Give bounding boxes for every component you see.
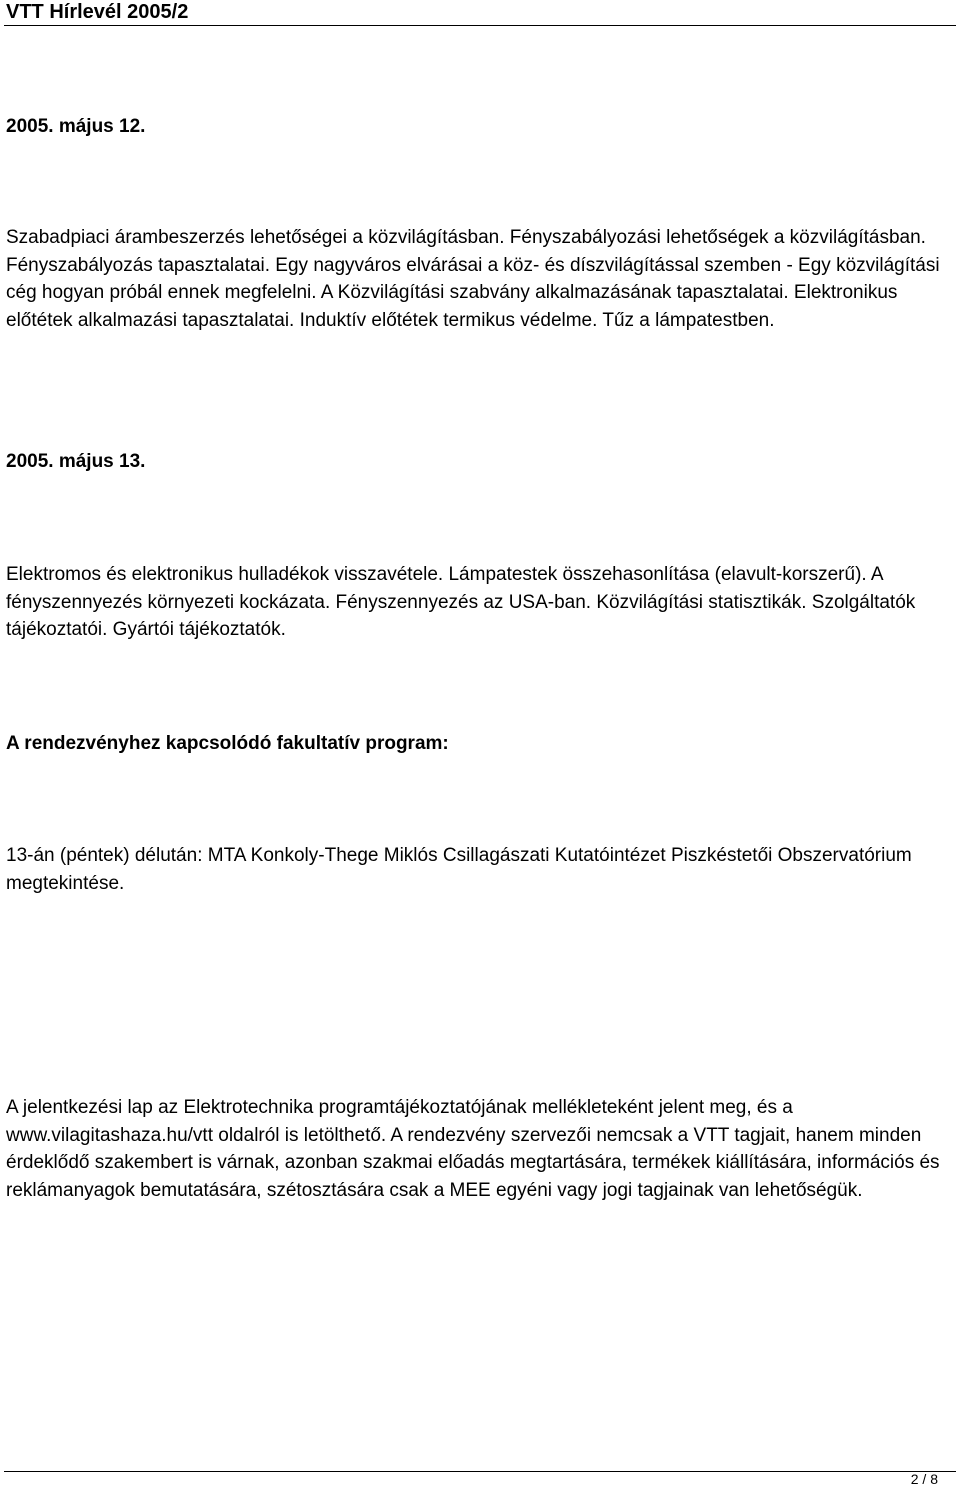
page-number: 2 / 8 [910,1471,938,1487]
optional-program-heading: A rendezvényhez kapcsolódó fakultatív program: [6,733,449,754]
header-divider [4,25,956,26]
date-heading-may-13: 2005. május 13. [6,451,146,472]
optional-program-paragraph: 13-án (péntek) délután: MTA Konkoly-Thege Miklós Csillagászati Kutatóintézet Piszkéstetői Obszervatórium megtekintése. [6,845,912,894]
topics-paragraph-may-13: Elektromos és elektronikus hulladékok visszavétele. Lámpatestek összehasonlítása (elavult-korszerű). A fényszennyezés környezeti kockázata. Fényszennyezés az USA-ban. Közvilágítási statisztikák. Szolgáltatók tájékoztatói. Gyártói tájékoztatók. [6,564,916,640]
footer-divider [4,1471,956,1472]
date-heading-may-12: 2005. május 12. [6,116,146,137]
topics-paragraph-may-12: Szabadpiaci árambeszerzés lehetőségei a közvilágításban. Fényszabályozási lehetőségek a közvilágításban. Fényszabályozás tapasztalatai. Egy nagyváros elvárásai a köz- és díszvilágítással szemben - Egy közvilágítási cég hogyan próbál ennek megfelelni. A Közvilágítási szabvány alkalmazásának tapasztalatai. Elektronikus előtétek alkalmazási tapasztalatai. Induktív előtétek termikus védelme. Tűz a lámpatestben. [6,227,940,331]
registration-paragraph: A jelentkezési lap az Elektrotechnika programtájékoztatójának mellékleteként jelent meg, és a www.vilagitashaza.hu/vtt oldalról is letölthető. A rendezvény szervezői nemcsak a VTT tagjait, hanem minden érdeklődő szakembert is várnak, azonban szakmai előadás megtartására, termékek kiállítására, információs és reklámanyagok bemutatására, szétosztására csak a MEE egyéni vagy jogi tagjainak van lehetőségük. [6,1097,940,1201]
newsletter-title: VTT Hírlevél 2005/2 [6,1,189,23]
